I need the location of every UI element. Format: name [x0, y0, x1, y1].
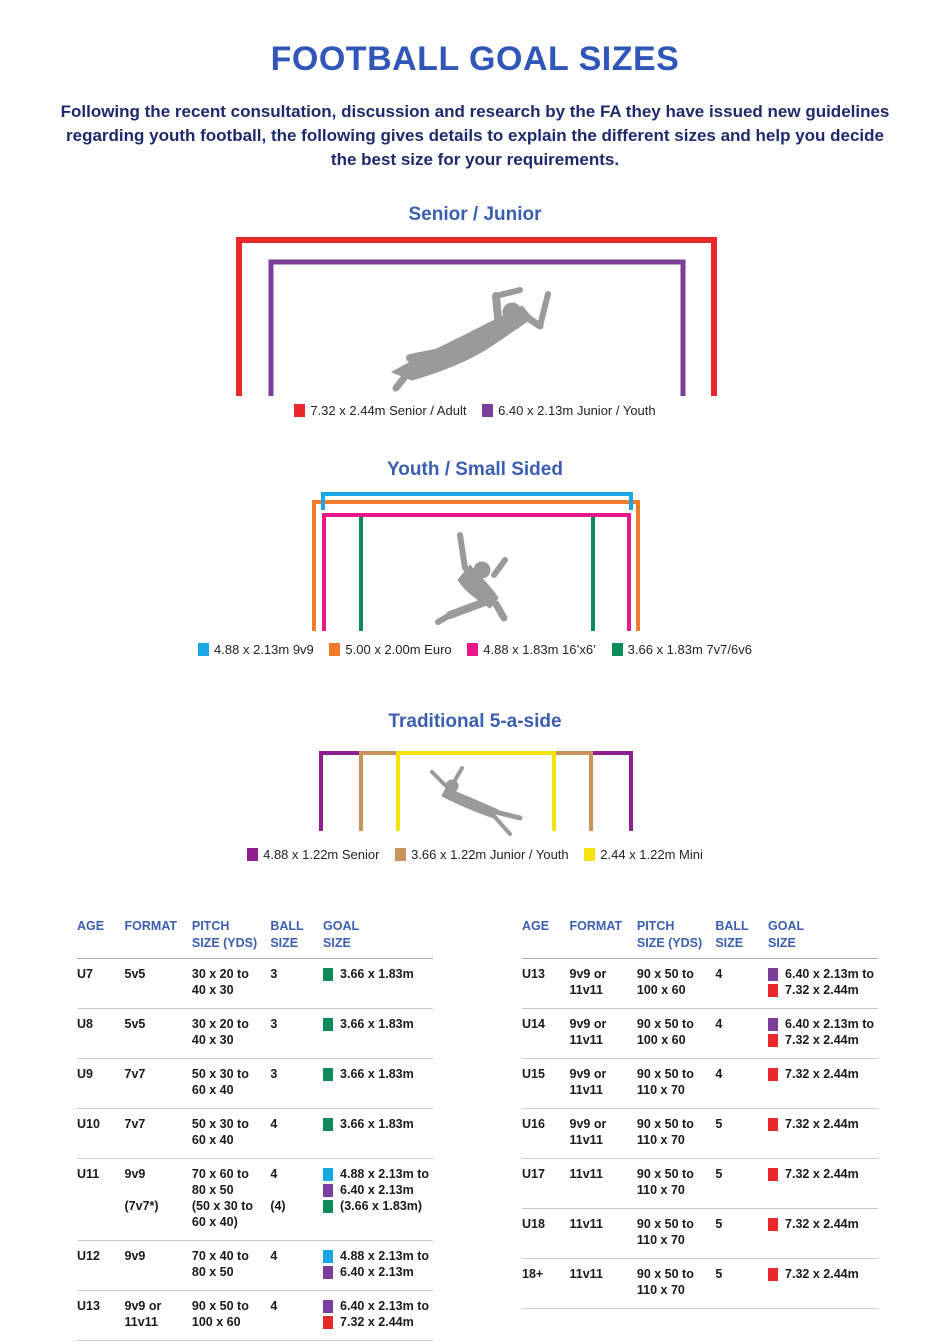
pitch-line: 90 x 50 to	[636, 1017, 694, 1031]
goal-size-line	[768, 1032, 874, 1048]
ball-size-cell	[270, 1291, 323, 1341]
header-ball	[715, 918, 768, 959]
format-cell	[125, 1059, 192, 1109]
fiveaside-legend	[0, 847, 950, 864]
table-row	[77, 959, 433, 1009]
junior-5aside-left-frame	[361, 753, 398, 831]
goal-size-line	[323, 1264, 429, 1280]
legend-label: 4.88 x 1.83m 16’x6’	[483, 642, 596, 657]
goal-size-cell	[768, 1209, 878, 1259]
legend-label: 3.66 x 1.83m 7v7/6v6	[627, 642, 752, 657]
format-line: 9v9 or	[569, 1017, 607, 1031]
age-cell: U13	[77, 1291, 125, 1341]
goal-size-table-left	[77, 918, 433, 1341]
pitch-line: 60 x 40	[191, 1133, 234, 1147]
senior-section-title: Senior / Junior	[408, 204, 542, 225]
goal-size-text: 3.66 x 1.83m	[340, 1017, 414, 1031]
pitch-size-cell	[637, 1009, 715, 1059]
fiveaside-section-title: Traditional 5-a-side	[388, 711, 562, 732]
pitch-line: 90 x 50 to	[636, 1267, 694, 1281]
age-cell: U13	[522, 959, 570, 1009]
goal-color-swatch	[768, 1068, 778, 1081]
table-row	[522, 1009, 878, 1059]
goal-size-text: 6.40 x 2.13m	[340, 1265, 414, 1279]
ball-line: 5	[715, 1267, 723, 1281]
ball-line: 5	[715, 1117, 723, 1131]
pitch-line: 70 x 40 to	[191, 1249, 249, 1263]
table-row	[522, 1159, 878, 1209]
pitch-line: 90 x 50 to	[636, 1217, 694, 1231]
ball-line: 4	[715, 1067, 723, 1081]
goal-size-text: 7.32 x 2.44m	[340, 1315, 414, 1329]
format-line: 9v9 or	[569, 1117, 607, 1131]
header-pitch	[192, 918, 270, 959]
goal-color-swatch	[323, 1316, 333, 1329]
ball-size-cell	[715, 1209, 768, 1259]
header-goal	[768, 918, 878, 959]
header-pitch-line1: PITCH	[191, 919, 230, 933]
goal-size-text: 7.32 x 2.44m	[785, 1117, 859, 1131]
age-cell: U10	[77, 1109, 125, 1159]
ball-line: 5	[715, 1217, 723, 1231]
pitch-line: 90 x 50 to	[191, 1299, 249, 1313]
header-goal-line2: SIZE	[768, 936, 796, 950]
ball-size-cell	[715, 1009, 768, 1059]
pitch-line: 90 x 50 to	[636, 1167, 694, 1181]
legend-label: 4.88 x 1.22m Senior	[263, 847, 380, 862]
format-cell	[125, 1241, 192, 1291]
pitch-line: 90 x 50 to	[636, 967, 694, 981]
pitch-line: 100 x 60	[636, 1033, 686, 1047]
goal-size-line	[323, 1314, 429, 1330]
goal-size-text: 7.32 x 2.44m	[785, 1167, 859, 1181]
format-line: 11v11	[569, 1133, 603, 1147]
pitch-size-cell	[192, 1241, 270, 1291]
pitch-line: 50 x 30 to	[191, 1117, 249, 1131]
format-line: 9v9 or	[569, 967, 607, 981]
goal-size-cell	[323, 959, 433, 1009]
goal-size-text: 3.66 x 1.83m	[340, 1067, 414, 1081]
goal-color-swatch	[323, 968, 333, 981]
header-ball-line2: SIZE	[715, 936, 744, 950]
pitch-line: 30 x 20 to	[191, 1017, 249, 1031]
pitch-line: 110 x 70	[636, 1283, 685, 1297]
pitch-line: 110 x 70	[636, 1133, 685, 1147]
legend-label: 7.32 x 2.44m Senior / Adult	[310, 403, 467, 418]
goal-color-swatch	[768, 1218, 778, 1231]
ball-line	[270, 1182, 319, 1198]
goal-size-cell	[768, 1009, 878, 1059]
header-format: FORMAT	[125, 918, 192, 959]
pitch-size-cell	[637, 959, 715, 1009]
ball-line: 4	[270, 1249, 278, 1263]
table-row	[522, 1059, 878, 1109]
goal-size-line	[323, 1016, 429, 1032]
table-row	[522, 1109, 878, 1159]
goal-size-text: 7.32 x 2.44m	[785, 1217, 859, 1231]
goal-size-text: (3.66 x 1.83m)	[340, 1199, 423, 1213]
pitch-line: 50 x 30 to	[191, 1067, 249, 1081]
goal-size-text: 4.88 x 2.13m to	[340, 1249, 429, 1263]
goal-color-swatch	[323, 1266, 333, 1279]
header-pitch-line2: SIZE (YDS)	[636, 936, 703, 950]
legend-swatch	[247, 848, 258, 861]
legend-label: 3.66 x 1.22m Junior / Youth	[411, 847, 569, 862]
format-line: 9v9	[124, 1167, 146, 1181]
goal-size-text: 6.40 x 2.13m	[340, 1183, 414, 1197]
goal-size-text: 7.32 x 2.44m	[785, 1033, 859, 1047]
ball-size-cell	[270, 1009, 323, 1059]
age-cell: U8	[77, 1009, 125, 1059]
ball-size-cell	[715, 1259, 768, 1309]
senior-5aside-left-frame	[321, 753, 361, 831]
ball-size-cell	[270, 1059, 323, 1109]
ball-size-cell	[715, 959, 768, 1009]
table-row	[77, 1241, 433, 1291]
ball-line: 5	[715, 1167, 723, 1181]
goal-size-text: 7.32 x 2.44m	[785, 983, 859, 997]
goal-color-swatch	[768, 1168, 778, 1181]
format-cell	[570, 1159, 637, 1209]
pitch-size-cell	[637, 1059, 715, 1109]
goal-color-swatch	[768, 1018, 778, 1031]
header-goal-line2: SIZE	[323, 936, 351, 950]
header-ball-line1: BALL	[715, 919, 749, 933]
format-line: (7v7*)	[124, 1199, 159, 1213]
age-cell: U18	[522, 1209, 570, 1259]
goal-size-line	[768, 966, 874, 982]
goal-color-swatch	[323, 1168, 333, 1181]
table-row	[77, 1009, 433, 1059]
goal-size-line	[768, 1066, 874, 1082]
format-line: 11v11	[569, 1167, 603, 1181]
ball-size-cell	[715, 1109, 768, 1159]
table-row	[77, 1109, 433, 1159]
pitch-line: 40 x 30	[191, 1033, 234, 1047]
goal-size-cell	[323, 1059, 433, 1109]
format-line: 9v9 or	[569, 1067, 607, 1081]
legend-label: 2.44 x 1.22m Mini	[600, 847, 703, 862]
pitch-size-cell	[192, 1109, 270, 1159]
format-cell	[570, 1209, 637, 1259]
pitch-line: 110 x 70	[636, 1233, 685, 1247]
age-cell: U7	[77, 959, 125, 1009]
goal-size-cell	[323, 1009, 433, 1059]
pitch-line: 100 x 60	[636, 983, 686, 997]
pitch-size-cell	[637, 1159, 715, 1209]
ball-line: 4	[715, 1017, 723, 1031]
goal-size-line	[768, 1166, 874, 1182]
goal-size-cell	[323, 1109, 433, 1159]
format-line: 11v11	[569, 1033, 603, 1047]
header-format: FORMAT	[570, 918, 637, 959]
format-cell	[570, 1059, 637, 1109]
junior-5aside-right-frame	[554, 753, 591, 831]
ball-size-cell	[715, 1159, 768, 1209]
format-line: 5v5	[124, 967, 146, 981]
diving-goalkeeper-figure	[432, 768, 520, 834]
ball-line: 4	[270, 1299, 278, 1313]
goal-size-cell	[768, 959, 878, 1009]
ball-size-cell	[270, 959, 323, 1009]
goal-size-cell	[768, 1259, 878, 1309]
ball-size-cell	[270, 1109, 323, 1159]
goal-color-swatch	[768, 968, 778, 981]
age-cell: U11	[77, 1159, 125, 1241]
goal-size-line	[768, 982, 874, 998]
legend-swatch	[395, 848, 406, 861]
goal-size-line	[768, 1116, 874, 1132]
ball-line: 4	[715, 967, 723, 981]
pitch-line: 70 x 60 to	[191, 1167, 249, 1181]
format-line: 11v11	[569, 1083, 603, 1097]
goal-size-line	[323, 1166, 429, 1182]
ball-line: 4	[270, 1117, 278, 1131]
goal-color-swatch	[768, 1118, 778, 1131]
age-cell: 18+	[522, 1259, 570, 1309]
format-line: 11v11	[569, 983, 603, 997]
goal-size-line	[323, 1116, 429, 1132]
pitch-line: 80 x 50	[191, 1265, 234, 1279]
header-goal-line1: GOAL	[768, 919, 805, 933]
ball-size-cell	[270, 1241, 323, 1291]
legend-label: 4.88 x 2.13m 9v9	[214, 642, 314, 657]
intro-paragraph: Following the recent consultation, discussion and research by the FA they have issued new guidelines regarding youth football, the following gives details to explain the different sizes and help you decide the best size for your requirements.	[60, 102, 890, 169]
ball-size-cell	[270, 1159, 323, 1241]
goal-size-text: 7.32 x 2.44m	[785, 1067, 859, 1081]
format-line: 11v11	[124, 1315, 158, 1329]
header-ball	[270, 918, 323, 959]
goal-size-cell	[323, 1159, 433, 1241]
format-cell	[570, 1259, 637, 1309]
age-cell: U12	[77, 1241, 125, 1291]
goal-color-swatch	[323, 1068, 333, 1081]
header-pitch-line2: SIZE (YDS)	[191, 936, 258, 950]
goal-size-line	[323, 1182, 429, 1198]
goal-color-swatch	[323, 1018, 333, 1031]
goal-size-text: 3.66 x 1.83m	[340, 1117, 414, 1131]
pitch-size-cell	[637, 1259, 715, 1309]
legend-item	[584, 847, 703, 862]
legend-label: 5.00 x 2.00m Euro	[345, 642, 452, 657]
header-age: AGE	[522, 918, 570, 959]
goal-size-cell	[768, 1059, 878, 1109]
format-line	[125, 1182, 188, 1198]
pitch-size-cell	[192, 959, 270, 1009]
mini-5aside-goal-frame	[398, 753, 554, 831]
goal-size-text: 6.40 x 2.13m to	[340, 1299, 429, 1313]
senior-5aside-right-frame	[591, 753, 631, 831]
pitch-line: (50 x 30 to	[191, 1199, 254, 1213]
table-row	[77, 1159, 433, 1241]
ball-line: (4)	[270, 1199, 286, 1213]
legend-label: 6.40 x 2.13m Junior / Youth	[498, 403, 656, 418]
header-pitch-line1: PITCH	[636, 919, 675, 933]
pitch-line: 60 x 40)	[191, 1215, 238, 1229]
goal-size-line	[323, 1198, 429, 1214]
goal-color-swatch	[768, 1268, 778, 1281]
header-ball-line2: SIZE	[270, 936, 299, 950]
format-cell	[570, 1009, 637, 1059]
format-line: 5v5	[124, 1017, 146, 1031]
header-age: AGE	[77, 918, 125, 959]
header-goal-line1: GOAL	[323, 919, 360, 933]
ball-line: 4	[270, 1167, 278, 1181]
table-header-row	[522, 918, 878, 959]
ball-line: 3	[270, 1067, 278, 1081]
goal-size-line	[768, 1016, 874, 1032]
pitch-size-cell	[637, 1209, 715, 1259]
age-cell: U9	[77, 1059, 125, 1109]
goal-color-swatch	[768, 1034, 778, 1047]
table-row	[77, 1059, 433, 1109]
table-row	[522, 959, 878, 1009]
goal-size-cell	[323, 1291, 433, 1341]
age-cell: U16	[522, 1109, 570, 1159]
goal-size-text: 7.32 x 2.44m	[785, 1267, 859, 1281]
format-line: 9v9 or	[124, 1299, 162, 1313]
goal-size-line	[768, 1266, 874, 1282]
page-title: FOOTBALL GOAL SIZES	[270, 40, 680, 78]
pitch-size-cell	[192, 1059, 270, 1109]
pitch-size-cell	[192, 1291, 270, 1341]
format-cell	[125, 1159, 192, 1241]
goal-color-swatch	[768, 984, 778, 997]
table-row	[522, 1209, 878, 1259]
age-cell: U14	[522, 1009, 570, 1059]
pitch-line: 110 x 70	[636, 1083, 685, 1097]
pitch-line: 100 x 60	[191, 1315, 241, 1329]
goal-color-swatch	[323, 1118, 333, 1131]
format-cell	[125, 1291, 192, 1341]
format-cell	[570, 1109, 637, 1159]
ball-line: 3	[270, 1017, 278, 1031]
pitch-line: 60 x 40	[191, 1083, 234, 1097]
format-cell	[570, 959, 637, 1009]
pitch-line: 110 x 70	[636, 1183, 685, 1197]
pitch-size-cell	[192, 1009, 270, 1059]
format-line: 11v11	[569, 1267, 603, 1281]
goal-size-cell	[768, 1159, 878, 1209]
goal-size-line	[323, 1066, 429, 1082]
youth-section-title: Youth / Small Sided	[387, 459, 563, 480]
goal-size-line	[323, 1248, 429, 1264]
goal-color-swatch	[323, 1184, 333, 1197]
format-cell	[125, 1009, 192, 1059]
age-cell: U17	[522, 1159, 570, 1209]
table-row	[522, 1259, 878, 1309]
header-goal	[323, 918, 433, 959]
goal-size-line	[768, 1216, 874, 1232]
goal-size-cell	[768, 1109, 878, 1159]
goal-color-swatch	[323, 1300, 333, 1313]
header-ball-line1: BALL	[270, 919, 304, 933]
pitch-size-cell	[192, 1159, 270, 1241]
age-cell: U15	[522, 1059, 570, 1109]
pitch-line: 30 x 20 to	[191, 967, 249, 981]
table-row	[77, 1291, 433, 1341]
goal-size-line	[323, 966, 429, 982]
format-line: 7v7	[124, 1117, 146, 1131]
legend-swatch	[584, 848, 595, 861]
goal-size-text: 6.40 x 2.13m to	[785, 967, 874, 981]
pitch-line: 40 x 30	[191, 983, 234, 997]
format-line: 9v9	[124, 1249, 146, 1263]
goal-size-table-right	[522, 918, 878, 1309]
legend-item	[395, 847, 569, 862]
format-line: 7v7	[124, 1067, 146, 1081]
goal-color-swatch	[323, 1200, 333, 1213]
format-cell	[125, 1109, 192, 1159]
goal-size-text: 3.66 x 1.83m	[340, 967, 414, 981]
legend-item	[247, 847, 379, 862]
pitch-size-cell	[637, 1109, 715, 1159]
pitch-line: 90 x 50 to	[636, 1117, 694, 1131]
pitch-line: 80 x 50	[191, 1183, 234, 1197]
goal-size-text: 4.88 x 2.13m to	[340, 1167, 429, 1181]
format-cell	[125, 959, 192, 1009]
goal-size-cell	[323, 1241, 433, 1291]
goal-size-line	[323, 1298, 429, 1314]
goal-color-swatch	[323, 1250, 333, 1263]
table-header-row	[77, 918, 433, 959]
format-line: 11v11	[569, 1217, 603, 1231]
ball-size-cell	[715, 1059, 768, 1109]
header-pitch	[637, 918, 715, 959]
ball-line: 3	[270, 967, 278, 981]
goal-size-text: 6.40 x 2.13m to	[785, 1017, 874, 1031]
pitch-line: 90 x 50 to	[636, 1067, 694, 1081]
